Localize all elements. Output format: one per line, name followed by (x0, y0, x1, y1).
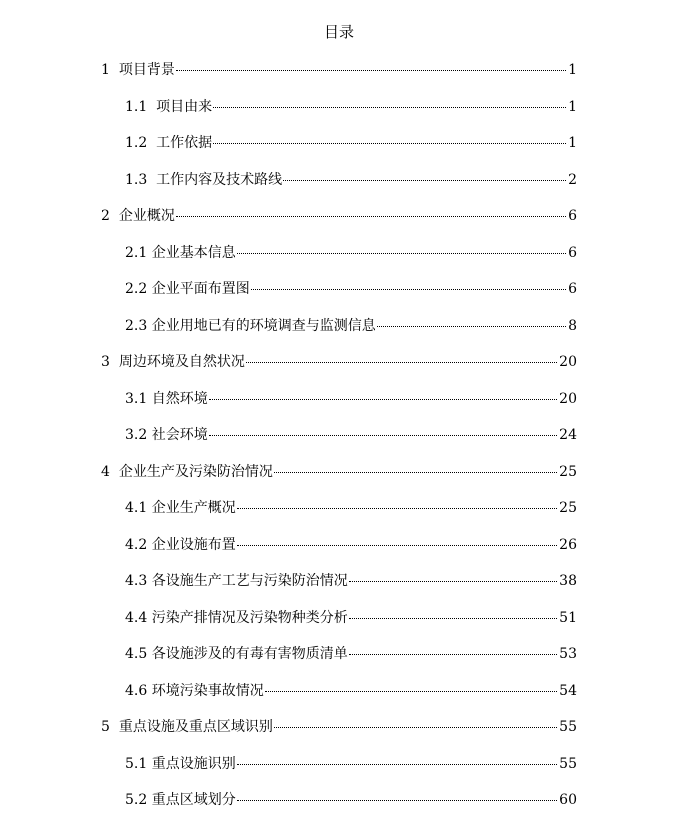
toc-entry-page: 20 (559, 354, 577, 370)
toc-dot-leader (237, 764, 557, 765)
toc-entry-label: 企业生产及污染防治情况 (118, 464, 273, 480)
toc-dot-leader (274, 727, 557, 728)
toc-entry-number: 4.5 (125, 646, 148, 662)
toc-entry-4-4[interactable] (125, 608, 577, 628)
toc-entry-4-6[interactable] (125, 681, 577, 701)
toc-entry-label: 企业生产概况 (151, 500, 236, 516)
toc-entry-label: 环境污染事故情况 (151, 683, 264, 699)
toc-entry-page: 51 (559, 610, 577, 626)
toc-entry-3[interactable] (101, 352, 577, 372)
toc-entry-number: 2.3 (125, 318, 148, 334)
toc-entry-1[interactable] (101, 60, 577, 80)
toc-entry-page: 1 (568, 135, 577, 151)
toc-entry-label: 项目背景 (118, 62, 175, 78)
toc-entry-number: 4.2 (125, 537, 148, 553)
toc-entry-page: 1 (568, 62, 577, 78)
toc-entry-number: 5 (101, 719, 110, 735)
toc-entry-page: 54 (559, 683, 577, 699)
toc-entry-label: 项目由来 (156, 99, 213, 115)
toc-entry-number: 1.1 (125, 99, 148, 115)
toc-entry-5[interactable] (101, 717, 577, 737)
toc-dot-leader (274, 472, 557, 473)
toc-entry-4-1[interactable] (125, 498, 577, 518)
toc-entry-number: 2 (101, 208, 110, 224)
toc-entry-number: 1.3 (125, 172, 148, 188)
toc-entry-page: 38 (559, 573, 577, 589)
toc-entry-label: 工作内容及技术路线 (156, 172, 283, 188)
toc-entry-page: 53 (559, 646, 577, 662)
toc-entry-number: 2.1 (125, 245, 148, 261)
toc-entry-number: 4.3 (125, 573, 148, 589)
toc-entry-page: 1 (568, 99, 577, 115)
toc-entry-4[interactable] (101, 462, 577, 482)
toc-entry-label: 企业基本信息 (151, 245, 236, 261)
toc-entry-label: 企业概况 (118, 208, 175, 224)
toc-entry-label: 各设施生产工艺与污染防治情况 (151, 573, 348, 589)
toc-dot-leader (209, 435, 557, 436)
toc-entry-page: 20 (559, 391, 577, 407)
toc-dot-leader (246, 362, 557, 363)
toc-entry-page: 6 (568, 245, 577, 261)
toc-entry-number: 4 (101, 464, 110, 480)
toc-entry-page: 25 (559, 500, 577, 516)
toc-entry-label: 重点设施识别 (151, 756, 236, 772)
toc-entry-page: 55 (559, 719, 577, 735)
toc-dot-leader (377, 326, 566, 327)
toc-dot-leader (349, 581, 557, 582)
toc-entry-label: 企业平面布置图 (151, 281, 250, 297)
toc-entry-1-3[interactable] (125, 170, 577, 190)
toc-entry-5-1[interactable] (125, 754, 577, 774)
toc-entry-3-1[interactable] (125, 389, 577, 409)
toc-entry-page: 6 (568, 208, 577, 224)
toc-entry-2-2[interactable] (125, 279, 577, 299)
toc-entry-page: 2 (568, 172, 577, 188)
toc-entry-label: 工作依据 (156, 135, 213, 151)
toc-entry-number: 4.4 (125, 610, 148, 626)
toc-entry-page: 60 (559, 792, 577, 808)
toc-entry-page: 26 (559, 537, 577, 553)
toc-title: 目录 (323, 23, 354, 41)
toc-dot-leader (209, 399, 557, 400)
toc-dot-leader (237, 800, 557, 801)
toc-entry-label: 自然环境 (151, 391, 208, 407)
toc-dot-leader (283, 180, 566, 181)
toc-entry-label: 各设施涉及的有毒有害物质清单 (151, 646, 348, 662)
toc-entry-label: 污染产排情况及污染物种类分析 (151, 610, 348, 626)
toc-entry-5-2[interactable] (125, 790, 577, 810)
toc-dot-leader (176, 70, 566, 71)
toc-entry-page: 24 (559, 427, 577, 443)
toc-entry-2[interactable] (101, 206, 577, 226)
toc-entry-label: 企业设施布置 (151, 537, 236, 553)
toc-entry-4-3[interactable] (125, 571, 577, 591)
toc-entry-label: 周边环境及自然状况 (118, 354, 245, 370)
toc-entry-number: 1 (101, 62, 110, 78)
toc-entry-2-3[interactable] (125, 316, 577, 336)
toc-dot-leader (349, 654, 557, 655)
toc-entry-label: 重点设施及重点区域识别 (118, 719, 273, 735)
toc-entry-number: 4.1 (125, 500, 148, 516)
toc-entry-number: 3 (101, 354, 110, 370)
toc-dot-leader (213, 143, 566, 144)
toc-dot-leader (349, 618, 557, 619)
toc-entry-page: 55 (559, 756, 577, 772)
toc-entry-label: 企业用地已有的环境调查与监测信息 (151, 318, 376, 334)
toc-entry-label: 重点区域划分 (151, 792, 236, 808)
toc-dot-leader (237, 545, 557, 546)
toc-entry-label: 社会环境 (151, 427, 208, 443)
toc-entry-4-5[interactable] (125, 644, 577, 664)
toc-entry-1-2[interactable] (125, 133, 577, 153)
toc-dot-leader (237, 253, 566, 254)
toc-entry-1-1[interactable] (125, 97, 577, 117)
toc-dot-leader (251, 289, 566, 290)
toc-entry-number: 5.1 (125, 756, 148, 772)
toc-entry-number: 3.1 (125, 391, 148, 407)
toc-entry-page: 8 (568, 318, 577, 334)
toc-dot-leader (237, 508, 557, 509)
toc-entry-number: 4.6 (125, 683, 148, 699)
toc-entry-number: 2.2 (125, 281, 148, 297)
toc-dot-leader (265, 691, 557, 692)
toc-entry-page: 6 (568, 281, 577, 297)
toc-entry-number: 1.2 (125, 135, 148, 151)
toc-entry-3-2[interactable] (125, 425, 577, 445)
toc-entry-4-2[interactable] (125, 535, 577, 555)
toc-entry-2-1[interactable] (125, 243, 577, 263)
toc-entry-number: 3.2 (125, 427, 148, 443)
toc-entry-page: 25 (559, 464, 577, 480)
toc-entry-number: 5.2 (125, 792, 148, 808)
toc-dot-leader (213, 107, 566, 108)
toc-dot-leader (176, 216, 566, 217)
